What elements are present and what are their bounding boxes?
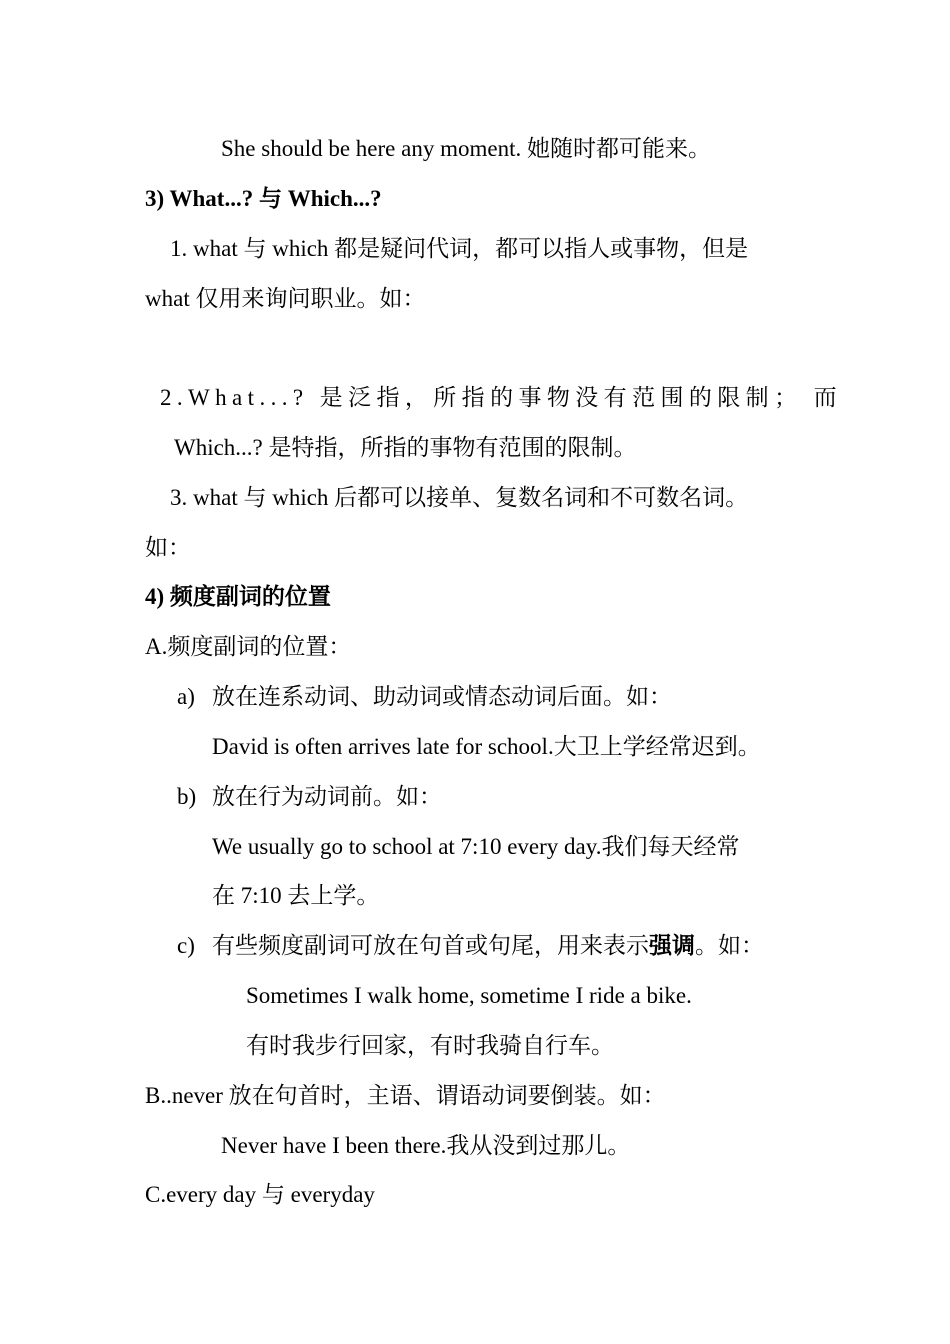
- example-sentence: She should be here any moment. 她随时都可能来。: [221, 136, 711, 161]
- list-item-a: 放在连系动词、助动词或情态动词后面。如：: [212, 684, 672, 709]
- list-item-c: [212, 931, 764, 961]
- list-item-c-tail: 。如：: [695, 933, 764, 958]
- paragraph-line: 1. what 与 which 都是疑问代词，都可以指人或事物，但是: [170, 236, 749, 261]
- emphasis-word: 强调: [649, 933, 695, 958]
- example-sentence: We usually go to school at 7:10 every day.我们每天经常: [212, 834, 740, 859]
- section-heading-frequency-adverbs: 4) 频度副词的位置: [145, 584, 331, 609]
- example-sentence: 有时我步行回家，有时我骑自行车。: [246, 1033, 614, 1058]
- paragraph-line: 如：: [145, 535, 191, 560]
- example-sentence: Sometimes I walk home, sometime I ride a bike.: [246, 983, 692, 1008]
- list-item-b: 放在行为动词前。如：: [212, 784, 442, 809]
- section-heading-what-which: 3) What...? 与 Which...?: [145, 186, 382, 211]
- paragraph-line: Which...? 是特指，所指的事物有范围的限制。: [174, 435, 637, 460]
- list-marker-c: c): [177, 933, 195, 958]
- list-item-c-text: 有些频度副词可放在句首或句尾，用来表示: [212, 933, 649, 958]
- example-sentence: David is often arrives late for school.大卫上学经常迟到。: [212, 734, 761, 759]
- subheading-a: A.频度副词的位置：: [145, 634, 352, 659]
- subheading-c: C.every day 与 everyday: [145, 1182, 375, 1207]
- paragraph-line: what 仅用来询问职业。如：: [145, 286, 426, 311]
- paragraph-line: 2.What...? 是泛指，所指的事物没有范围的限制； 而: [160, 385, 843, 410]
- example-sentence: Never have I been there.我从没到过那儿。: [221, 1133, 631, 1158]
- list-marker-b: b): [177, 784, 197, 809]
- subheading-b: B..never 放在句首时，主语、谓语动词要倒装。如：: [145, 1083, 666, 1108]
- paragraph-line: 3. what 与 which 后都可以接单、复数名词和不可数名词。: [170, 485, 749, 510]
- example-sentence: 在 7:10 去上学。: [212, 883, 380, 908]
- list-marker-a: a): [177, 684, 195, 709]
